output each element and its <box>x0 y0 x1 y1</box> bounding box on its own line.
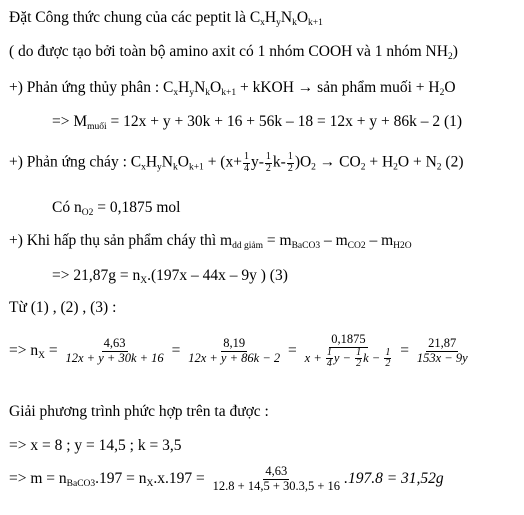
intro-formula-line: Đặt Công thức chung của các peptit là $C_xH_yN_kO_{k+1}$ <box>9 9 323 28</box>
salt-mass-equation: => $M_{muối} = 12x + y + 30k + 16 + 56k - 18 = 12x + y + 86k - 2$ (1) <box>52 113 463 132</box>
solution-values: => x = 8 ; y = 14,5 ; k = 3,5 <box>9 437 182 454</box>
fraction-2: $\frac{8,19}{12x + y + 86k - 2}$ <box>188 336 281 365</box>
absorption-mass-equation: +) Khi hấp thụ sản phẩm cháy thì $m_{dd giảm} = m_{BaCO3} - m_{CO2} - m_{H2O}$ <box>9 232 412 251</box>
fraction-4: $\frac{21,87}{153x - 9y}$ <box>416 336 468 365</box>
hydrolysis-reaction: +) Phản ứng thủy phân : $C_xH_yN_kO_{k+1}$ + kKOH → sản phẩm muối + $H_2O$ <box>9 79 456 98</box>
combustion-reaction: +) Phản ứng cháy : $C_xH_yN_kO_{k+1} + (x+$ $\frac{1}{4}$ y- $\frac{1}{2}$ k- $\frac{1}{2}$ )$O_2 \to CO_2 + H_2O + N_2$ (2) <box>9 151 464 174</box>
final-mass-result: => $m = n_{BaCO3}.197 = n_X.x.197$ = $\frac{4,63}{12.8 + 14,5 + 30.3,5 + 16}$ .197.8 = 31,52g <box>9 464 444 493</box>
final-fraction: $\frac{4,63}{12.8 + 14,5 + 30.3,5 + 16}$ <box>212 464 341 493</box>
amino-acid-note: ( do được tạo bởi toàn bộ amino axit có 1 nhóm COOH và 1 nhóm $NH_2$) <box>9 43 458 62</box>
fraction-1: $\frac{4,63}{12x + y + 30k + 16}$ <box>65 336 164 365</box>
equation-3: => $21,87g = n_X.(197x - 44x - 9y$ ) (3) <box>52 267 288 286</box>
solve-system-label: Giải phương trình phức hợp trên ta được : <box>9 403 269 420</box>
oxygen-moles: Có $n_{O2} = 0,1875$ mol <box>52 199 181 218</box>
ratio-equation: => $n_X$ = $\frac{4,63}{12x + y + 30k + 16}$ = $\frac{8,19}{12x + y + 86k - 2}$ = 0,1875 x + $\frac{1}{4}$ y − $\frac{1}{2}$ k − $\frac{1}{2}$ = $\frac{21,87}{153x - 9y}$ <box>9 332 468 370</box>
from-equations-label: Từ (1) , (2) , (3) : <box>9 299 117 316</box>
fraction-3: 0,1875 x + $\frac{1}{4}$ y − $\frac{1}{2}$ k − $\frac{1}{2}$ <box>304 332 391 370</box>
